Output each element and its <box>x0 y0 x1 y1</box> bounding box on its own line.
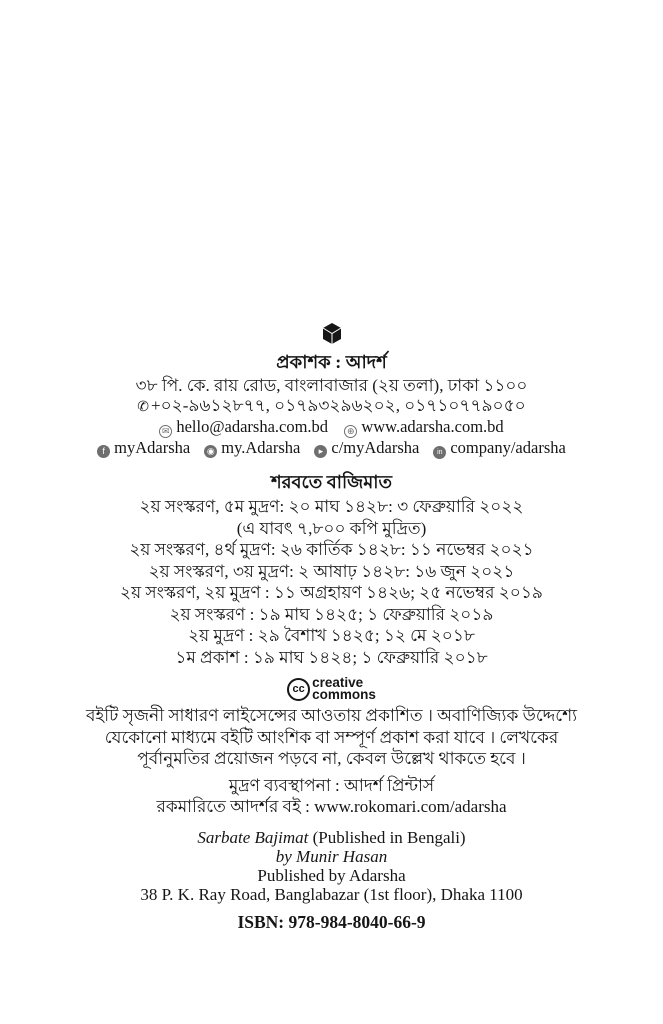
social-facebook <box>97 438 190 457</box>
cube-icon <box>322 322 342 345</box>
cc-word-creative: creative <box>312 675 364 690</box>
publisher-title: প্রকাশক : আদর্শ <box>276 352 387 372</box>
social-linkedin-label: company/adarsha <box>450 438 566 457</box>
license-line: পূর্বানুমতির প্রয়োজন পড়বে না, কেবল উল্লেখ থাকতে হবে । <box>137 749 526 768</box>
english-imprint <box>0 828 663 933</box>
english-byline: by Munir Hasan <box>275 846 388 866</box>
phone-icon: ✆ <box>137 399 150 415</box>
edition-line: (এ যাবৎ ৭,৮০০ কপি মুদ্রিত) <box>236 518 427 538</box>
social-facebook-label: myAdarsha <box>114 438 191 457</box>
edition-line: ২য় সংস্করণ, ৫ম মুদ্রণ: ২০ মাঘ ১৪২৮: ৩ ফেব্রুয়ারি ২০২২ <box>139 497 524 516</box>
edition-line: ২য় সংস্করণ, ৪র্থ মুদ্রণ: ২৬ কার্তিক ১৪২৮: ১১ নভেম্বর ২০২১ <box>129 540 534 559</box>
publisher-website: www.adarsha.com.bd <box>361 417 504 436</box>
social-youtube-label: c/myAdarsha <box>331 438 420 457</box>
envelope-icon: ✉ <box>159 425 172 438</box>
english-address: 38 P. K. Ray Road, Banglabazar (1st floor), Dhaka 1100 <box>140 884 523 904</box>
publisher-phone: +০২-৯৬১২৮৭৭, ০১৭৯৩২৯৬২০২, ০১৭১০৭৭৯০৫০ <box>151 396 526 415</box>
edition-line: ১ম প্রকাশ : ১৯ মাঘ ১৪২৪; ১ ফেব্রুয়ারি ২০১৮ <box>175 647 488 667</box>
book-title: শরবতে বাজিমাত <box>270 472 393 492</box>
rokomari-line: রকমারিতে আদর্শর বই : www.rokomari.com/adarsha <box>156 796 507 816</box>
english-publisher: Published by Adarsha <box>257 865 406 885</box>
license-text <box>0 705 663 770</box>
facebook-icon: f <box>97 445 110 458</box>
edition-history <box>0 496 663 668</box>
print-info <box>0 775 663 817</box>
publisher-logo <box>0 322 663 346</box>
publisher-address: ৩৮ পি. কে. রায় রোড, বাংলাবাজার (২য় তলা), ঢাকা ১১০০ <box>135 376 528 395</box>
cc-word-commons: commons <box>312 687 376 702</box>
english-title-line <box>0 828 663 847</box>
edition-line: ২য় সংস্করণ, ৩য় মুদ্রণ: ২ আষাঢ় ১৪২৮: ১৬ জুন ২০২১ <box>148 561 515 581</box>
imprint-content <box>0 322 663 933</box>
edition-line: ২য় সংস্করণ : ১৯ মাঘ ১৪২৫; ১ ফেব্রুয়ারি ২০১৯ <box>169 604 494 624</box>
social-instagram <box>204 438 300 457</box>
social-youtube <box>314 438 419 457</box>
creative-commons-logo <box>0 677 663 701</box>
creative-commons-icon: cc <box>287 678 310 701</box>
social-linkedin <box>433 438 565 457</box>
instagram-icon: ◉ <box>204 445 217 458</box>
isbn: ISBN: 978-984-8040-66-9 <box>237 911 426 932</box>
license-line: বইটি সৃজনী সাধারণ লাইসেন্সের আওতায় প্রকাশিত । অবাণিজ্যিক উদ্দেশ্যে <box>85 706 578 725</box>
publisher-contact-line <box>0 417 663 438</box>
english-title-note: (Published in Bengali) <box>308 827 466 847</box>
publisher-phone-line <box>0 396 663 417</box>
globe-icon: ⊕ <box>344 425 357 438</box>
publisher-email: hello@adarsha.com.bd <box>176 417 329 436</box>
print-management: মুদ্রণ ব্যবস্থাপনা : আদর্শ প্রিন্টার্স <box>228 775 435 795</box>
edition-line: ২য় সংস্করণ, ২য় মুদ্রণ : ১১ অগ্রহায়ণ ১৪২৬; ২৫ নভেম্বর ২০১৯ <box>120 583 543 602</box>
publisher-social-line <box>0 438 663 459</box>
license-line: যেকোনো মাধ্যমে বইটি আংশিক বা সম্পূর্ণ প্রকাশ করা যাবে । লেখকের <box>104 727 559 747</box>
linkedin-icon: in <box>433 446 446 459</box>
social-instagram-label: my.Adarsha <box>221 438 301 457</box>
youtube-icon: ▸ <box>314 445 327 458</box>
edition-line: ২য় মুদ্রণ : ২৯ বৈশাখ ১৪২৫; ১২ মে ২০১৮ <box>188 626 475 645</box>
english-title: Sarbate Bajimat <box>197 827 309 847</box>
